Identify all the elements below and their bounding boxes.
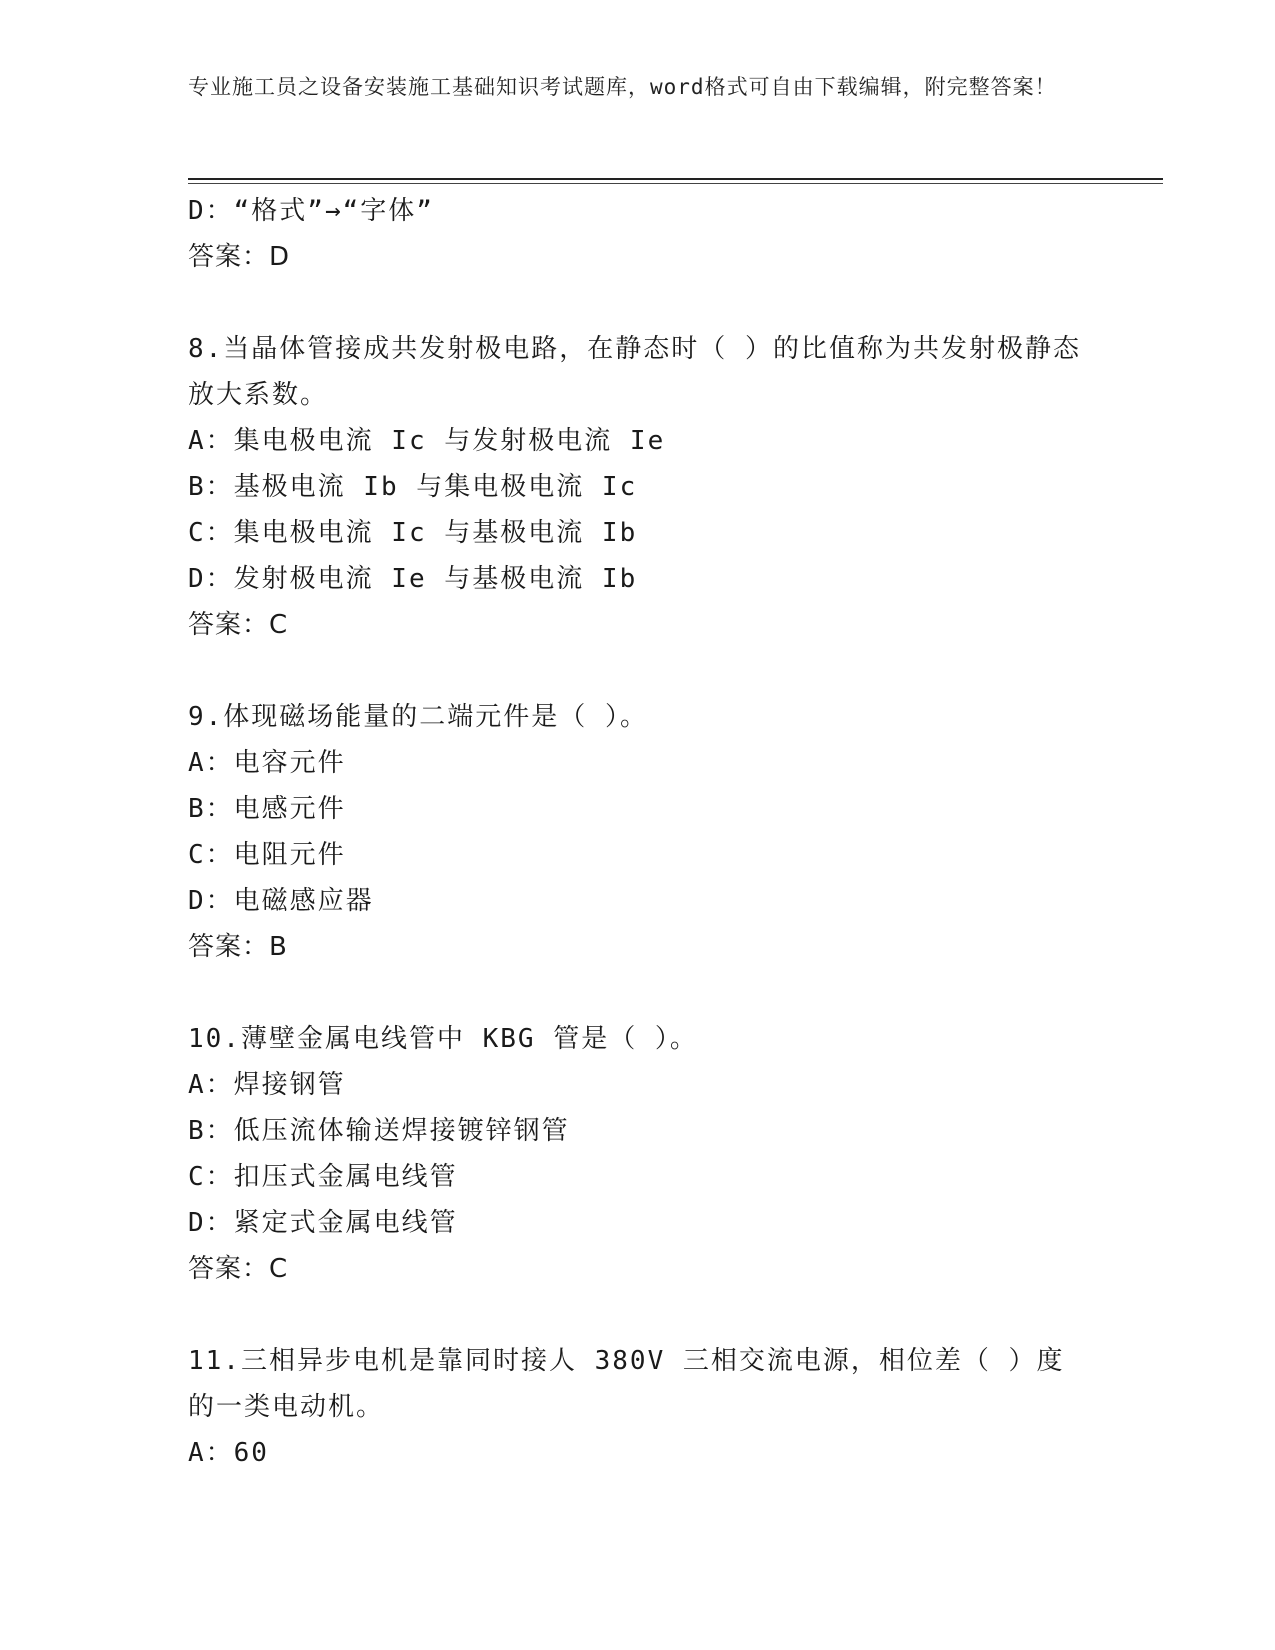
question-8 [188,326,1088,648]
question-8-option-b: B：基极电流 Ib 与集电极电流 Ic [188,472,638,502]
question-11 [188,1338,1088,1476]
question-9-option-d: D：电磁感应器 [188,886,374,916]
question-9 [188,694,1088,970]
question-8-option-d: D：发射极电流 Ie 与基极电流 Ib [188,564,638,594]
spacer [188,280,1088,326]
question-8-text: 8.当晶体管接成共发射极电路，在静态时（ ）的比值称为共发射极静态放大系数。 [188,334,1081,410]
question-10-option-c: C：扣压式金属电线管 [188,1162,458,1192]
question-10-option-d: D：紧定式金属电线管 [188,1208,458,1238]
header-divider-thin [188,183,1163,184]
spacer [188,1292,1088,1338]
question-10-text: 10.薄壁金属电线管中 KBG 管是（ ）。 [188,1024,698,1054]
prev-answer: 答案：D [188,242,291,272]
document-header: 专业施工员之设备安装施工基础知识考试题库，word格式可自由下载编辑，附完整答案！ [188,75,1057,99]
question-11-option-a: A：60 [188,1438,269,1468]
question-10-option-a: A：焊接钢管 [188,1070,346,1100]
question-9-answer: 答案：B [188,932,288,962]
question-9-text: 9.体现磁场能量的二端元件是（ ）。 [188,702,648,732]
spacer [188,970,1088,1016]
question-11-text: 11.三相异步电机是靠同时接人 380V 三相交流电源，相位差（ ）度的一类电动机。 [188,1346,1065,1422]
question-content [188,188,1088,1476]
question-9-option-c: C：电阻元件 [188,840,346,870]
prev-option-d: D：“格式”→“字体” [188,196,434,226]
question-9-option-a: A：电容元件 [188,748,346,778]
question-8-answer: 答案：C [188,610,289,640]
question-9-option-b: B：电感元件 [188,794,346,824]
header-divider-thick [188,178,1163,180]
question-8-option-a: A：集电极电流 Ic 与发射极电流 Ie [188,426,666,456]
question-8-option-c: C：集电极电流 Ic 与基极电流 Ib [188,518,638,548]
spacer [188,648,1088,694]
question-10-answer: 答案：C [188,1254,289,1284]
question-10-option-b: B：低压流体输送焊接镀锌钢管 [188,1116,570,1146]
question-10 [188,1016,1088,1292]
